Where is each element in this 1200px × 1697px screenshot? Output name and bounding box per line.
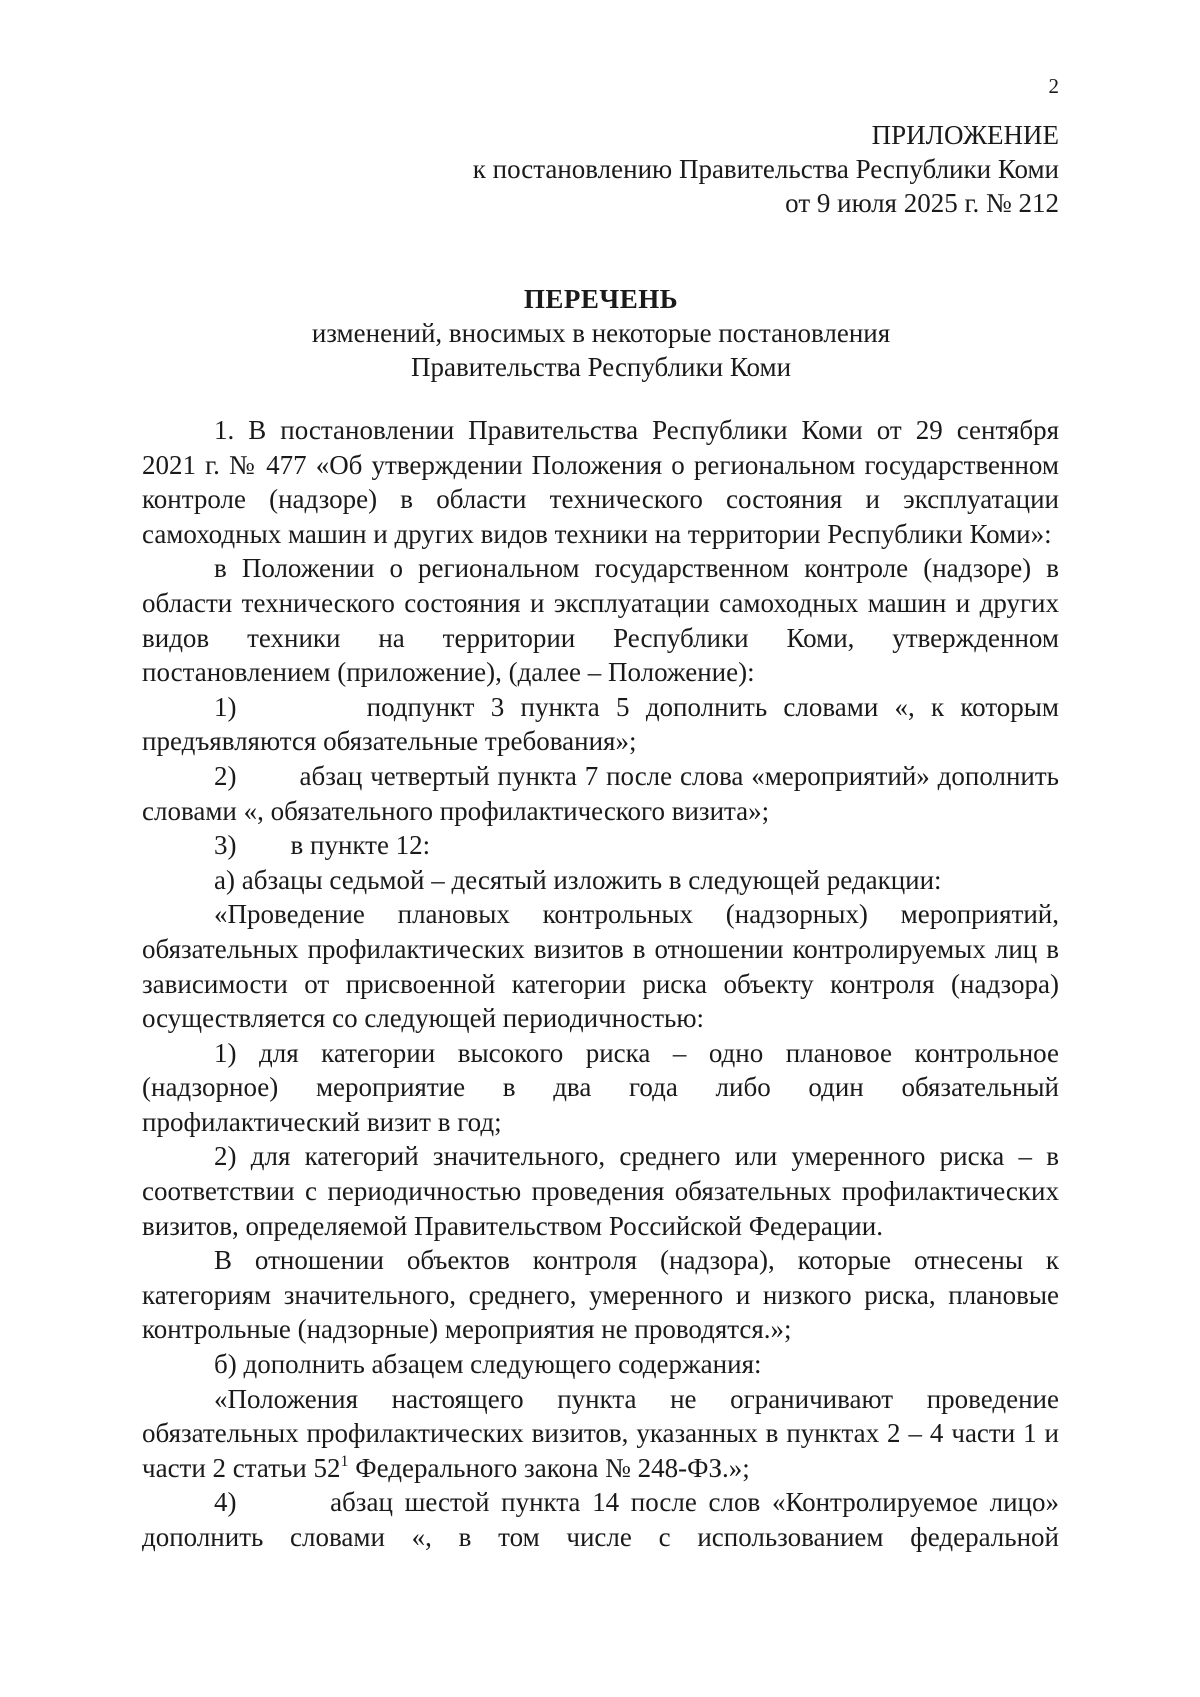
paragraph: б) дополнить абзацем следующего содержания: bbox=[214, 1349, 762, 1380]
paragraph: а) абзацы седьмой – десятый изложить в следующей редакции: bbox=[214, 864, 942, 895]
article-superscript: 1 bbox=[340, 1452, 349, 1470]
paragraph: 3) в пункте 12: bbox=[214, 830, 431, 861]
appendix-date: от 9 июля 2025 г. № 212 bbox=[785, 188, 1059, 218]
paragraph: 1) подпункт 3 пункта 5 дополнить словами «, к которым предъявляются обязательные требования»; bbox=[142, 691, 1066, 757]
paragraph: В отношении объектов контроля (надзора), которые отнесены к категориям значительного, среднего, умеренного и низкого риска, плановые контрольные (надзорные) мероприятия не проводятся.»; bbox=[142, 1245, 1059, 1345]
document-heading bbox=[142, 282, 1060, 384]
appendix-title: ПРИЛОЖЕНИЕ bbox=[871, 120, 1059, 150]
paragraph: 4) абзац шестой пункта 14 после слов «Контролируемое лицо» дополнить словами «, в том числе с использованием федеральной bbox=[142, 1487, 1066, 1552]
heading-subtitle-line1: изменений, вносимых в некоторые постановления bbox=[311, 318, 891, 348]
paragraph-with-superscript bbox=[142, 1382, 1059, 1486]
page-number: 2 bbox=[1048, 74, 1059, 98]
appendix-block bbox=[339, 118, 1059, 220]
heading-subtitle-line2: Правительства Республики Коми bbox=[410, 352, 792, 382]
document-body bbox=[142, 413, 1066, 1555]
heading-title: ПЕРЕЧЕНЬ bbox=[523, 284, 679, 314]
paragraph: 2) для категорий значительного, среднего или умеренного риска – в соответствии с периодичностью проведения обязательных профилактических визитов, определяемой Правительством Российской Федерации. bbox=[142, 1141, 1059, 1241]
paragraph: 1) для категории высокого риска – одно плановое контрольное (надзорное) мероприятие в два года либо один обязательный профилактический визит в год; bbox=[142, 1037, 1059, 1137]
paragraph-text: «Положения настоящего пункта не ограничивают проведение обязательных профилактических визитов, указанных в пунктах 2 – 4 части 1 и части 2 статьи 52 bbox=[142, 1383, 1059, 1483]
paragraph: 1. В постановлении Правительства Республики Коми от 29 сентября 2021 г. № 477 «Об утверждении Положения о региональном государственном контроле (надзоре) в области технического состояния и эксплуатации самоходных машин и других видов техники на территории Республики Коми»: bbox=[142, 415, 1059, 549]
paragraph: в Положении о региональном государственном контроле (надзоре) в области технического состояния и эксплуатации самоходных машин и других видов техники на территории Республики Коми, утвержденном постановлением (приложение), (далее – Положение): bbox=[142, 553, 1059, 688]
paragraph-text-tail: Федерального закона № 248-ФЗ.»; bbox=[348, 1452, 750, 1483]
paragraph: 2) абзац четвертый пункта 7 после слова «мероприятий» дополнить словами «, обязательного профилактического визита»; bbox=[142, 760, 1066, 826]
paragraph: «Проведение плановых контрольных (надзорных) мероприятий, обязательных профилактических визитов в отношении контролируемых лиц в зависимости от присвоенной категории риска объекту контроля (надзора) осуществляется со следующей периодичностью: bbox=[142, 899, 1059, 1034]
appendix-resolution-ref: к постановлению Правительства Республики Коми bbox=[472, 154, 1059, 184]
